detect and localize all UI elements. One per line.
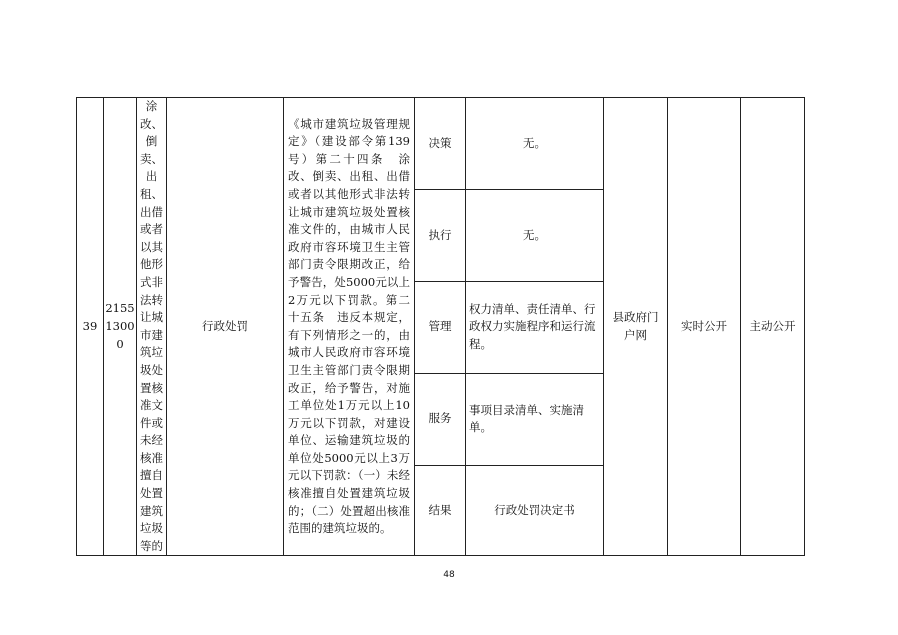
stage-content-cell: 权力清单、责任清单、行政权力实施程序和运行流程。 (466, 281, 604, 373)
table-row (77, 98, 805, 190)
item-name-cell: 涂改、倒卖、出租、出借或者以其他形式非法转让城市建筑垃圾处置核准文件或未经核准擅自处置建筑垃圾等的 (137, 98, 167, 556)
stage-content-cell: 无。 (466, 98, 604, 190)
stage-name-cell: 决策 (415, 98, 466, 190)
code-cell: 215513000 (104, 98, 137, 556)
stage-content-cell: 无。 (466, 189, 604, 281)
stage-name-cell: 执行 (415, 189, 466, 281)
category-cell: 行政处罚 (167, 98, 284, 556)
seq-cell: 39 (77, 98, 104, 556)
basis-cell: 《城市建筑垃圾管理规定》（建设部令第139号）第二十四条 涂改、倒卖、出租、出借或者以其他形式非法转让城市建筑垃圾处置核准文件的，由城市人民政府市容环境卫生主管部门责令限期改正，给予警告，处5000元以上2万元以下罚款。第二十五条 违反本规定，有下列情形之一的，由城市人民政府市容环境卫生主管部门责令限期改正，给予警告，对施工单位处1万元以上10万元以下罚款，对建设单位、运输建筑垃圾的单位处5000元以上3万元以下罚款：（一）未经核准擅自处置建筑垃圾的；（二）处置超出核准范围的建筑垃圾的。 (284, 98, 415, 556)
stage-content-cell: 行政处罚决定书 (466, 465, 604, 556)
mode-cell: 主动公开 (741, 98, 805, 556)
channel-cell: 县政府门户网 (604, 98, 668, 556)
stage-name-cell: 服务 (415, 373, 466, 465)
page-number: 48 (443, 570, 455, 580)
stage-name-cell: 管理 (415, 281, 466, 373)
stage-name-cell: 结果 (415, 465, 466, 556)
disclosure-table (76, 97, 805, 556)
timeliness-cell: 实时公开 (668, 98, 741, 556)
stage-content-cell: 事项目录清单、实施清单。 (466, 373, 604, 465)
